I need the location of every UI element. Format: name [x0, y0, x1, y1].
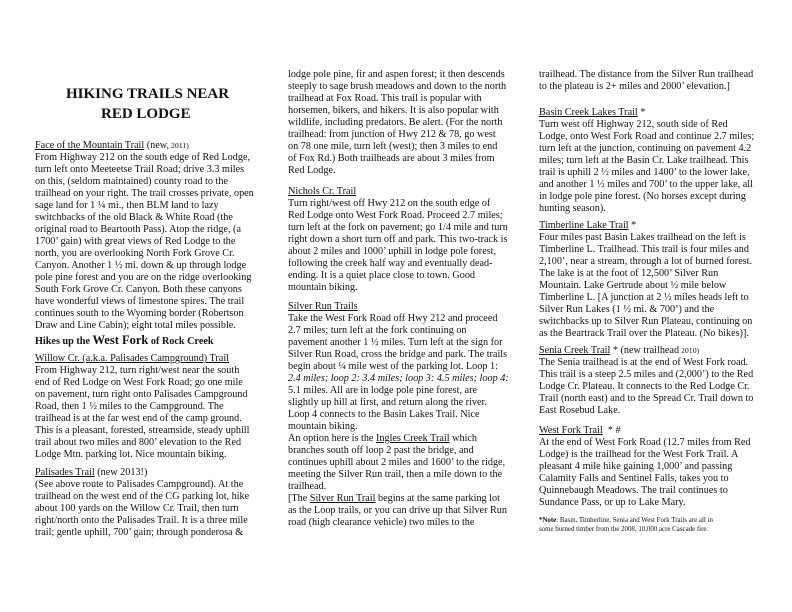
text-line: sage land for 1 ¼ mi., then BLM land to lazy — [35, 200, 219, 211]
text-line: Red Lodge onto West Fork Road. Proceed 2.7 miles; — [288, 210, 503, 221]
text-line: trailhead. — [288, 481, 327, 492]
text-line: 1700’ gain) with great views of Red Lodge to the — [35, 236, 236, 247]
text-line: Red Lodge. — [288, 165, 336, 176]
text-line: right/north onto the Palisades Trail. It is a three mile — [35, 515, 248, 526]
text-line: wildlife, including predators. Be alert. (For the north — [288, 117, 503, 128]
text-line: From Highway 212, turn right/west near the south — [35, 365, 240, 376]
text-line: meeting the Silver Run trail, then a mile down to the — [288, 469, 503, 480]
text-line: Take the West Fork Road off Hwy 212 and proceed — [288, 313, 498, 324]
text-line: From Highway 212 on the south edge of Red Lodge, — [35, 152, 251, 163]
text-line: turn left at the junction, continuing on pavement 4.2 — [539, 143, 752, 154]
text-line: as the Loop trails, or you can drive up that Silver Run — [288, 505, 507, 516]
text-line: trailhead at Fox Road. This trail is popular with — [288, 93, 482, 104]
trail-name: Palisades Trail — [35, 467, 95, 478]
text-line: (See above route to Palisades Campground). At the — [35, 479, 244, 490]
text-line: miles; turn left at the Basin Cr. Lake trailhead. This — [539, 155, 749, 166]
text-line: This trail is a steep 2.5 miles and (2,000’) to the Red — [539, 369, 754, 380]
text-line: about 2 miles and 1000’ uphill in lodge pole forest, — [288, 246, 497, 257]
text-line: Silver Run Road, cross the bridge and park. The trails — [288, 349, 508, 360]
text-line: to the plateau is 2+ miles and 2000’ elevation.] — [539, 81, 730, 92]
text-line: trail about two miles and 800’ elevation to the Red — [35, 437, 242, 448]
silver-run-heading — [288, 301, 358, 313]
text-line: switchbacks up to Silver Run Plateau, continuing on — [539, 316, 753, 327]
silver-run-trail-line: [The Silver Run Trail begins at the same parking lot — [288, 493, 500, 504]
text-line: on 78 one mile, turn left (west); then 3 miles to end — [288, 141, 498, 152]
trail-name: Face of the Mountain Trail — [35, 140, 145, 151]
text-line: slightly up hill at first, and return along the river. — [288, 397, 487, 408]
text-line: Lodge Cr. Plateau. It connects to the Red Lodge Cr. — [539, 381, 750, 392]
text-line: trailhead is at the far west end of the camp ground. — [35, 413, 242, 424]
text-line: original road to Beartooth Pass). Atop the ridge, (a — [35, 224, 241, 235]
text-line: lodge pole pine, fir and aspen forest; it then descends — [288, 69, 505, 80]
trail-name: Senia Creek Trail — [539, 345, 611, 356]
ingles-creek-line: An option here is the Ingles Creek Trail which — [288, 433, 478, 444]
text-line: as the Beartrack Trail over the Plateau. (No bikes)]. — [539, 328, 749, 339]
text-line: steeply to sage brush meadows and down to the north — [288, 81, 507, 92]
text-line: This is a pleasant, forested, streamside, steady uphill — [35, 425, 250, 436]
text-line: Quinnebaugh Meadows. The trail continues to — [539, 485, 728, 496]
basin-creek-heading: Basin Creek Lakes Trail * — [539, 107, 646, 118]
text-line: trailhead: from junction of Hwy 212 & 78, go west — [288, 129, 496, 140]
text-line: begin about ¼ mile west of the parking lot. Loop 1: — [288, 361, 498, 372]
text-line: pavement another 1 ½ miles. Turn left at the sign for — [288, 337, 503, 348]
text-line: Lodge, onto West Fork Road and continue 2.7 miles; — [539, 131, 755, 142]
text-line: pleasant 4 mile hike gaining 1,000’ and passing — [539, 461, 733, 472]
text-line: pole pine forest and you are on the ridge overlooking — [35, 272, 252, 283]
palisades-heading: Palisades Trail (new 2013!) — [35, 467, 148, 478]
text-line: Silver Run Lakes (1 ½ mi. & 700’) and the — [539, 304, 715, 315]
page-title-line-2: RED LODGE — [101, 106, 191, 122]
note-label: *Note — [539, 517, 557, 524]
text-line: South Fork Grove Cr. Canyon. Both these canyons — [35, 284, 242, 295]
trail-name: Basin Creek Lakes Trail — [539, 107, 638, 118]
text-line: Lodge Mtn. parking lot. Nice mountain biking. — [35, 449, 227, 460]
text-line: 5.1 miles. All are in lodge pole pine forest, are — [288, 385, 477, 396]
text-line: mountain biking. — [288, 421, 358, 432]
text-line: trail; gentle uphill, 700’ gain; through ponderosa & — [35, 527, 244, 538]
text-line: Turn west off Highway 212, south side of Red — [539, 119, 728, 130]
text-line: 2.4 miles; loop 2: 3.4 miles; loop 3: 4.5 miles; loop 4: — [288, 373, 509, 384]
text-line: about 100 yards on the Willow Cr. Trail, then turn — [35, 503, 239, 514]
text-line: trailhead on the west end of the CG parking lot, hike — [35, 491, 250, 502]
trail-name: Willow Cr. (a.k.a. Palisades Campground) Trail — [35, 353, 229, 364]
text-line: Calamity Falls and Sentinel Falls, takes you to — [539, 473, 729, 484]
text-line: switchbacks of the old Black & White Road (the — [35, 212, 233, 223]
trail-name: West Fork Trail — [539, 425, 603, 436]
text-line: following the creek half way and eventually dead- — [288, 258, 493, 269]
text-line: ending. It is a quiet place close to town. Good — [288, 270, 476, 281]
senia-creek-heading: Senia Creek Trail * (new trailhead 2010) — [539, 345, 700, 356]
text-line: Turn right/west off Hwy 212 on the south edge of — [288, 198, 491, 209]
text-line: trailhead on your right. The trail crosses private, open — [35, 188, 254, 199]
text-line: Road, then 1 ½ miles to the Campground. The — [35, 401, 224, 412]
page-title-line-1: HIKING TRAILS NEAR — [66, 86, 230, 102]
text-line: north, you are overlooking North Fork Grove Cr. — [35, 248, 235, 259]
text-line: Draw and Line Cabin); eight total miles possible. — [35, 320, 236, 331]
text-line: horsemen, bikers, and hikers. It is also popular with — [288, 105, 499, 116]
text-line: The lake is at the foot of 12,500’ Silver Run — [539, 268, 719, 279]
text-line: turn left at the fork on pavement; go 1/4 mile and turn — [288, 222, 508, 233]
text-line: Lodge) is the trailhead for the West Fork Trail. A — [539, 449, 739, 460]
text-line: Timberline L. [A junction at 2 ½ miles heads left to — [539, 292, 749, 303]
face-of-the-mountain-heading: Face of the Mountain Trail (new, 2011) — [35, 140, 189, 151]
text-line: on this, (seldom maintained) county road to the — [35, 176, 228, 187]
text-line: Mountain. Lake Gertrude about ½ mile below — [539, 280, 727, 291]
text-line: right down a short turn off and park. This two-track is — [288, 234, 508, 245]
text-line: At the end of West Fork Road (12.7 miles from Red — [539, 437, 751, 448]
text-line: Loop 4 connects to the Basin Lakes Trail. Nice — [288, 409, 480, 420]
text-line: hunting season). — [539, 203, 606, 214]
trail-name: Nichols Cr. Trail — [288, 186, 357, 197]
text-line: have wonderful views of limestone spires. The trail — [35, 296, 245, 307]
nichols-creek-heading — [288, 186, 356, 198]
burn-note: *Note: Basin, Timberline, Senia and West Fork Trails are all in — [539, 517, 713, 524]
text-line: trailhead. The distance from the Silver Run trailhead — [539, 69, 754, 80]
text-line: mountain biking. — [288, 282, 358, 293]
text-line: The Senia trailhead is at the end of West Fork road. — [539, 357, 749, 368]
text-line: and another 1 ½ miles and 700’ to the upper lake, all — [539, 179, 753, 190]
west-fork-trail-heading: West Fork Trail * # — [539, 425, 621, 436]
text-line: 2.7 miles; turn left at the fork continuing on — [288, 325, 467, 336]
west-fork-section-heading: Hikes up the West Fork of Rock Creek — [35, 333, 214, 347]
text-line: on pavement, turn right onto Palisades Campground — [35, 389, 248, 400]
text-line: of Fox Rd.) Both trailheads are about 3 miles from — [288, 153, 495, 164]
text-line: in lodge pole pine forest. (No horses except during — [539, 191, 746, 202]
willow-creek-heading — [35, 353, 229, 365]
trail-name: Timberline Lake Trail — [539, 220, 629, 231]
text-line: continues south to the Wyoming border (Robertson — [35, 308, 244, 319]
text-line: East Rosebud Lake. — [539, 405, 621, 416]
trail-name: Silver Run Trails — [288, 301, 358, 312]
timberline-lake-heading: Timberline Lake Trail * — [539, 220, 637, 231]
text-line: Sundance Pass, or up to Lake Mary. — [539, 497, 686, 508]
text-line: some burned timber from the 2008, 10,000 acre Cascade fire. — [539, 526, 709, 533]
text-line: Trail (north east) and to the Spread Cr. Trail down to — [539, 393, 754, 404]
text-line: branches south off loop 2 past the bridge, and — [288, 445, 474, 456]
text-line: 2,100’, near a stream, through a lot of burned forest. — [539, 256, 753, 267]
text-line: Four miles past Basin Lakes trailhead on the left is — [539, 232, 746, 243]
trail-name: Silver Run Trail — [309, 493, 376, 504]
text-line: trail is uphill 2 ½ miles and 1400’ to the lower lake, — [539, 167, 750, 178]
text-line: turn left onto Meeteetse Trail Road; drive 3.3 miles — [35, 164, 245, 175]
text-line: end of Red Lodge on West Fork Road; go one mile — [35, 377, 243, 388]
text-line: Canyon. Another 1 ½ mi. down & up through lodge — [35, 260, 247, 271]
text-line: Timberline L. Trailhead. This trail is four miles and — [539, 244, 749, 255]
text-line: continues uphill about 2 miles and 1600’ to the ridge, — [288, 457, 506, 468]
text-line: road (high clearance vehicle) two miles to the — [288, 517, 475, 528]
trail-name: Ingles Creek Trail — [376, 433, 450, 444]
